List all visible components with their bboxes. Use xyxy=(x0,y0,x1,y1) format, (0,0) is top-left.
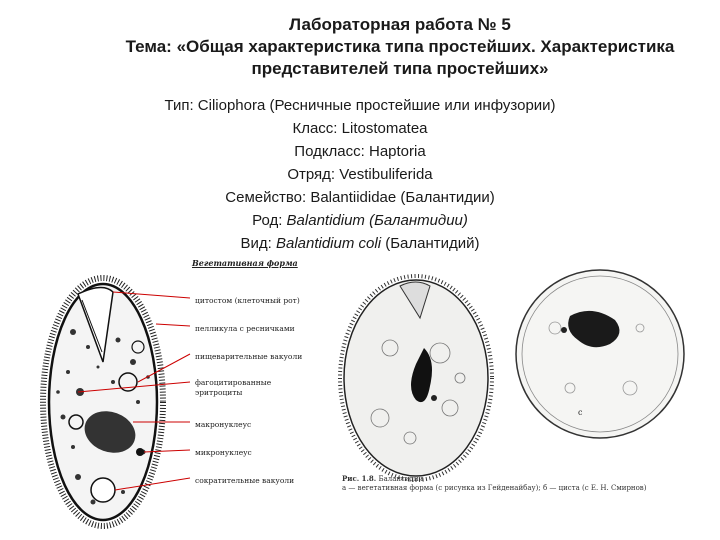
figure-left-heading: Вегетативная форма xyxy=(192,258,298,268)
label-contractile-vacuoles: сократительные вакуоли xyxy=(195,476,295,485)
tax-family: Семейство: Balantiididae (Балантидии) xyxy=(225,189,495,206)
tax-class: Класс: Litostomatea xyxy=(292,120,428,137)
label-phagocytized: фагоцитированные xyxy=(195,378,272,387)
tax-type: Тип: Ciliophora (Ресничные простейшие или инфузории) xyxy=(164,97,556,114)
label-food-vacuoles: пищеварительные вакуоли xyxy=(195,352,303,361)
label-cytostome: цитостом (клеточный рот) xyxy=(195,296,300,305)
figure-caption: Рис. 1.8. Балантидий а — вегетативная форма (с рисунка из Гейденайбау); б — циста (с Е. Н. Смирнов) xyxy=(342,474,647,492)
label-macronucleus: макронуклеус xyxy=(195,420,252,429)
tax-genus: Род: Balantidium (Балантидии) xyxy=(252,212,468,229)
tax-species: Вид: Balantidium coli (Балантидий) xyxy=(240,235,480,252)
label-micronucleus: микронуклеус xyxy=(195,448,252,457)
label-erythrocytes: эритроциты xyxy=(195,388,243,397)
lab-title: Лабораторная работа № 5 xyxy=(289,15,511,34)
taxonomy-list xyxy=(0,94,720,255)
label-pellicle: пелликула с ресничками xyxy=(195,324,295,333)
tax-subclass: Подкласс: Haptoria xyxy=(294,143,426,160)
figure-label-c: с xyxy=(578,408,583,417)
topic-line-2: представителей типа простейших» xyxy=(251,59,549,78)
topic-line-1: Тема: «Общая характеристика типа простейших. Характеристика xyxy=(125,37,675,56)
balantidium-vegetative-drawing xyxy=(18,252,318,532)
title-block xyxy=(0,14,720,80)
tax-order: Отряд: Vestibuliferida xyxy=(287,166,433,183)
balantidium-micrographs xyxy=(330,268,700,500)
